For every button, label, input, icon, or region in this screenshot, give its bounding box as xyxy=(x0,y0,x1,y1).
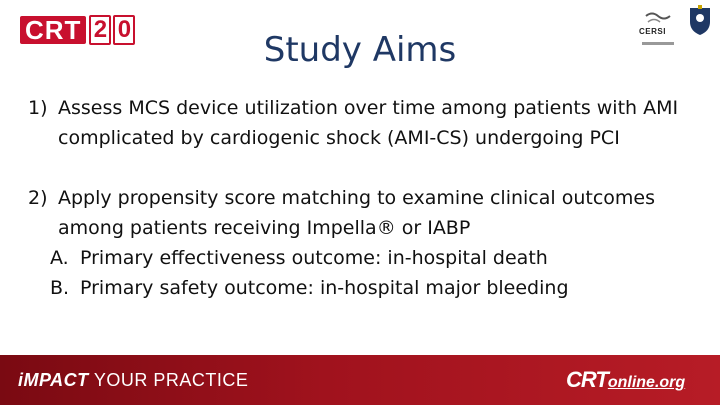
university-crest-icon xyxy=(688,4,712,36)
footer-tagline xyxy=(18,370,248,391)
sub-aim-text: Primary effectiveness outcome: in-hospital death xyxy=(80,247,548,269)
sub-aim-b xyxy=(50,273,708,303)
crtonline-logo xyxy=(566,367,685,391)
sub-aim-letter: B. xyxy=(50,277,70,299)
aims-content xyxy=(28,93,708,303)
footer-tag-rest: YOUR PRACTICE xyxy=(88,370,249,390)
aim-item-1 xyxy=(28,93,708,153)
sub-aim-text: Primary safety outcome: in-hospital major bleeding xyxy=(80,277,569,299)
crt-logo-digit-2: 2 xyxy=(89,15,111,45)
sub-aim-letter: A. xyxy=(50,247,69,269)
cersi-logo-text: CERSI xyxy=(639,27,666,36)
aim-number: 1) xyxy=(28,97,48,119)
aim-number: 2) xyxy=(28,187,48,209)
aim-text: Apply propensity score matching to examine clinical outcomes among patients receiving Impella® or IABP xyxy=(58,187,655,239)
crt-logo-digit-0: 0 xyxy=(113,15,135,45)
aim-item-2 xyxy=(28,183,708,243)
sub-aim-a xyxy=(50,243,708,273)
footer-brand-crt: CRT xyxy=(566,367,608,392)
footer-tag-i: i xyxy=(18,370,24,390)
aim-text: Assess MCS device utilization over time among patients with AMI complicated by cardiogenic shock (AMI-CS) undergoing PCI xyxy=(58,97,679,149)
crt-logo-text: CRT xyxy=(25,14,82,45)
footer-brand-domain: online.org xyxy=(607,374,686,391)
footer-tag-impact: MPACT xyxy=(23,370,89,390)
footer-banner xyxy=(0,355,720,405)
slide-title: Study Aims xyxy=(263,30,457,70)
